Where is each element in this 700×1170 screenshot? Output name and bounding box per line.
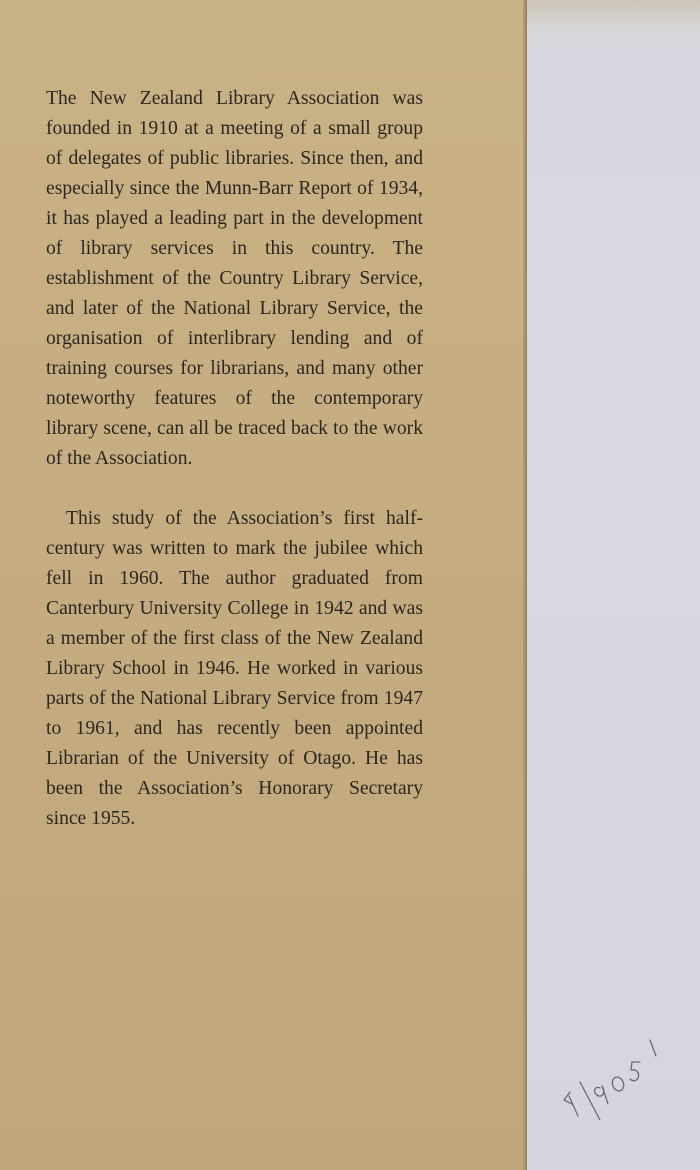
endpaper-panel <box>527 0 700 1170</box>
blurb-paragraph-author: This study of the Association’s first half-century was written to mark the jubilee which fell in 1960. The author graduated from Canterbury University College in 1942 and was a member of the first class of the New Zealand Library School in 1946. He worked in various parts of the National Library Service from 1947 to 1961, and has recently been appointed Librarian of the University of Otago. He has been the Association’s Honorary Secretary since 1955. <box>46 508 423 829</box>
handwritten-shelf-mark <box>560 1030 670 1130</box>
flap-blurb <box>46 84 423 834</box>
endpaper-stain <box>527 0 700 48</box>
blurb-paragraph-history: The New Zealand Library Association was founded in 1910 at a meeting of a small group of delegates of public libraries. Since then, and especially since the Munn-Barr Report of 1934, it has played a leading part in the development of library services in this country. The establishment of the Country Library Service, and later of the National Library Service, the organisation of interlibrary lending and of training courses for librarians, and many other noteworthy features of the contemporary library scene, can all be traced back to the work of the Association. <box>46 88 423 469</box>
